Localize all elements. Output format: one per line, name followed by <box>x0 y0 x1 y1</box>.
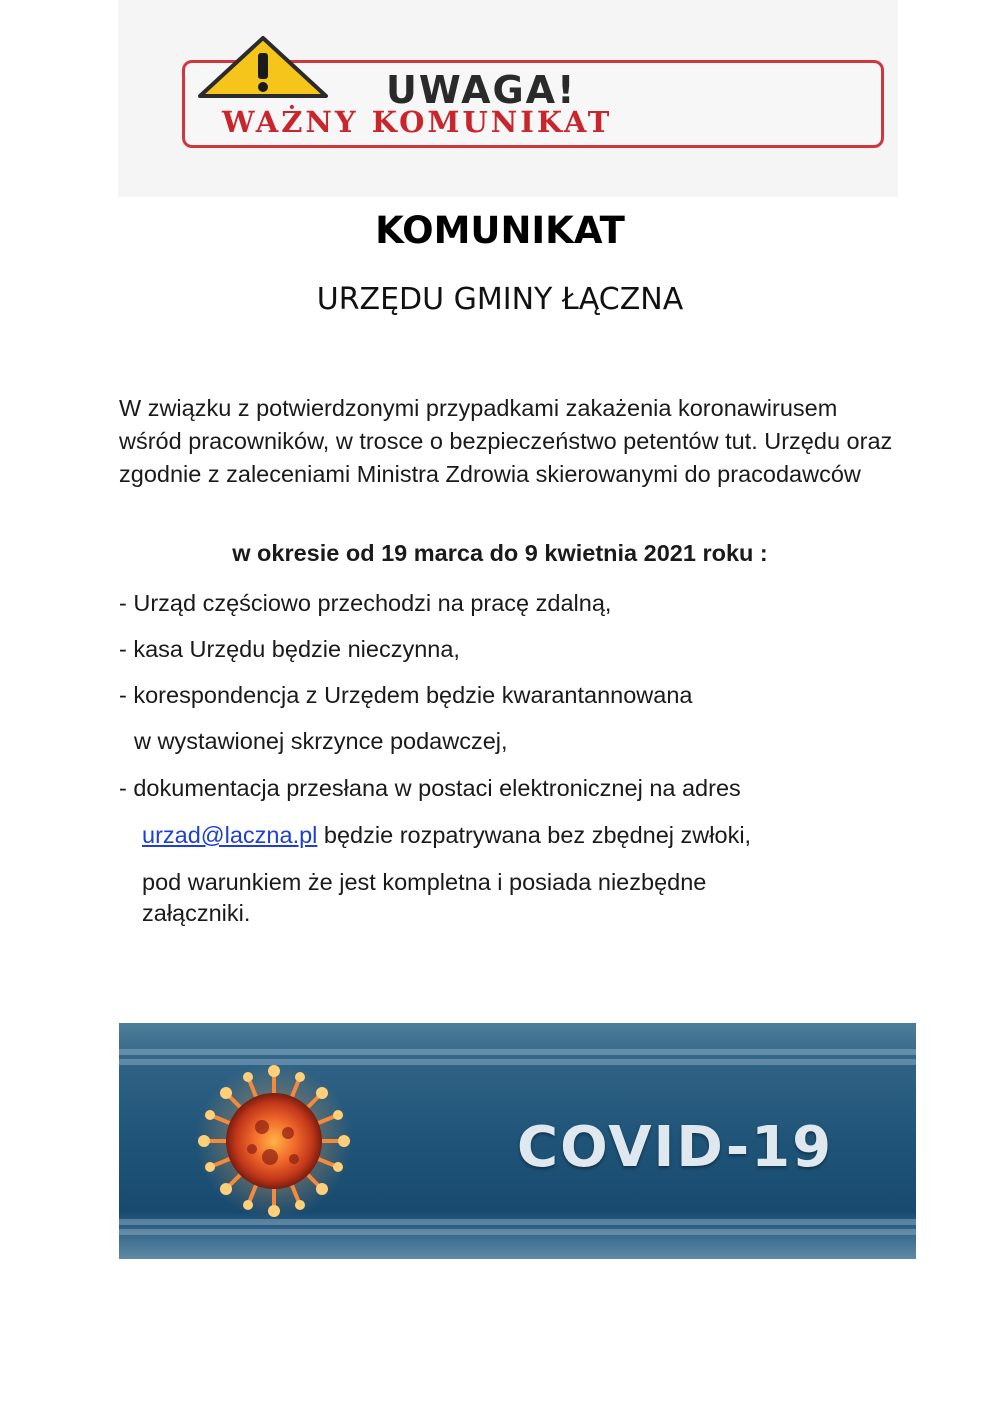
page-title: KOMUNIKAT <box>375 209 625 252</box>
list-item-continuation: pod warunkiem że jest kompletna i posiada niezbędne <box>142 869 707 895</box>
virus-icon <box>174 1061 374 1221</box>
email-line-rest: będzie rozpatrywana bez zbędnej zwłoki, <box>317 822 752 848</box>
page-subtitle: URZĘDU GMINY ŁĄCZNA <box>316 282 684 317</box>
covid-banner-image <box>119 1023 916 1259</box>
list-item-continuation: załączniki. <box>142 900 251 926</box>
warning-triangle-icon <box>196 35 330 99</box>
banner-uwaga-text: UWAGA! <box>386 68 577 112</box>
list-item-continuation: w wystawionej skrzynce podawczej, <box>134 728 508 754</box>
banner-wazny-text: WAŻNY KOMUNIKAT <box>222 105 613 139</box>
period-heading: w okresie od 19 marca do 9 kwietnia 2021 roku : <box>232 540 768 566</box>
list-item: - korespondencja z Urzędem będzie kwarantannowana <box>119 682 693 708</box>
email-link[interactable]: urzad@laczna.pl <box>142 822 318 848</box>
intro-paragraph: W związku z potwierdzonymi przypadkami zakażenia koronawirusem wśród pracowników, w trosce o bezpieczeństwo petentów tut. Urzędu oraz zgodnie z zaleceniami Ministra Zdrowia skierowanymi do pracodawców <box>119 395 893 487</box>
list-item: - Urząd częściowo przechodzi na pracę zdalną, <box>119 590 612 616</box>
covid-19-label: COVID-19 <box>517 1115 834 1180</box>
list-item: - dokumentacja przesłana w postaci elektronicznej na adres <box>119 775 741 801</box>
list-item: - kasa Urzędu będzie nieczynna, <box>119 636 460 662</box>
list-item-continuation <box>142 819 751 852</box>
warning-banner <box>118 0 898 197</box>
